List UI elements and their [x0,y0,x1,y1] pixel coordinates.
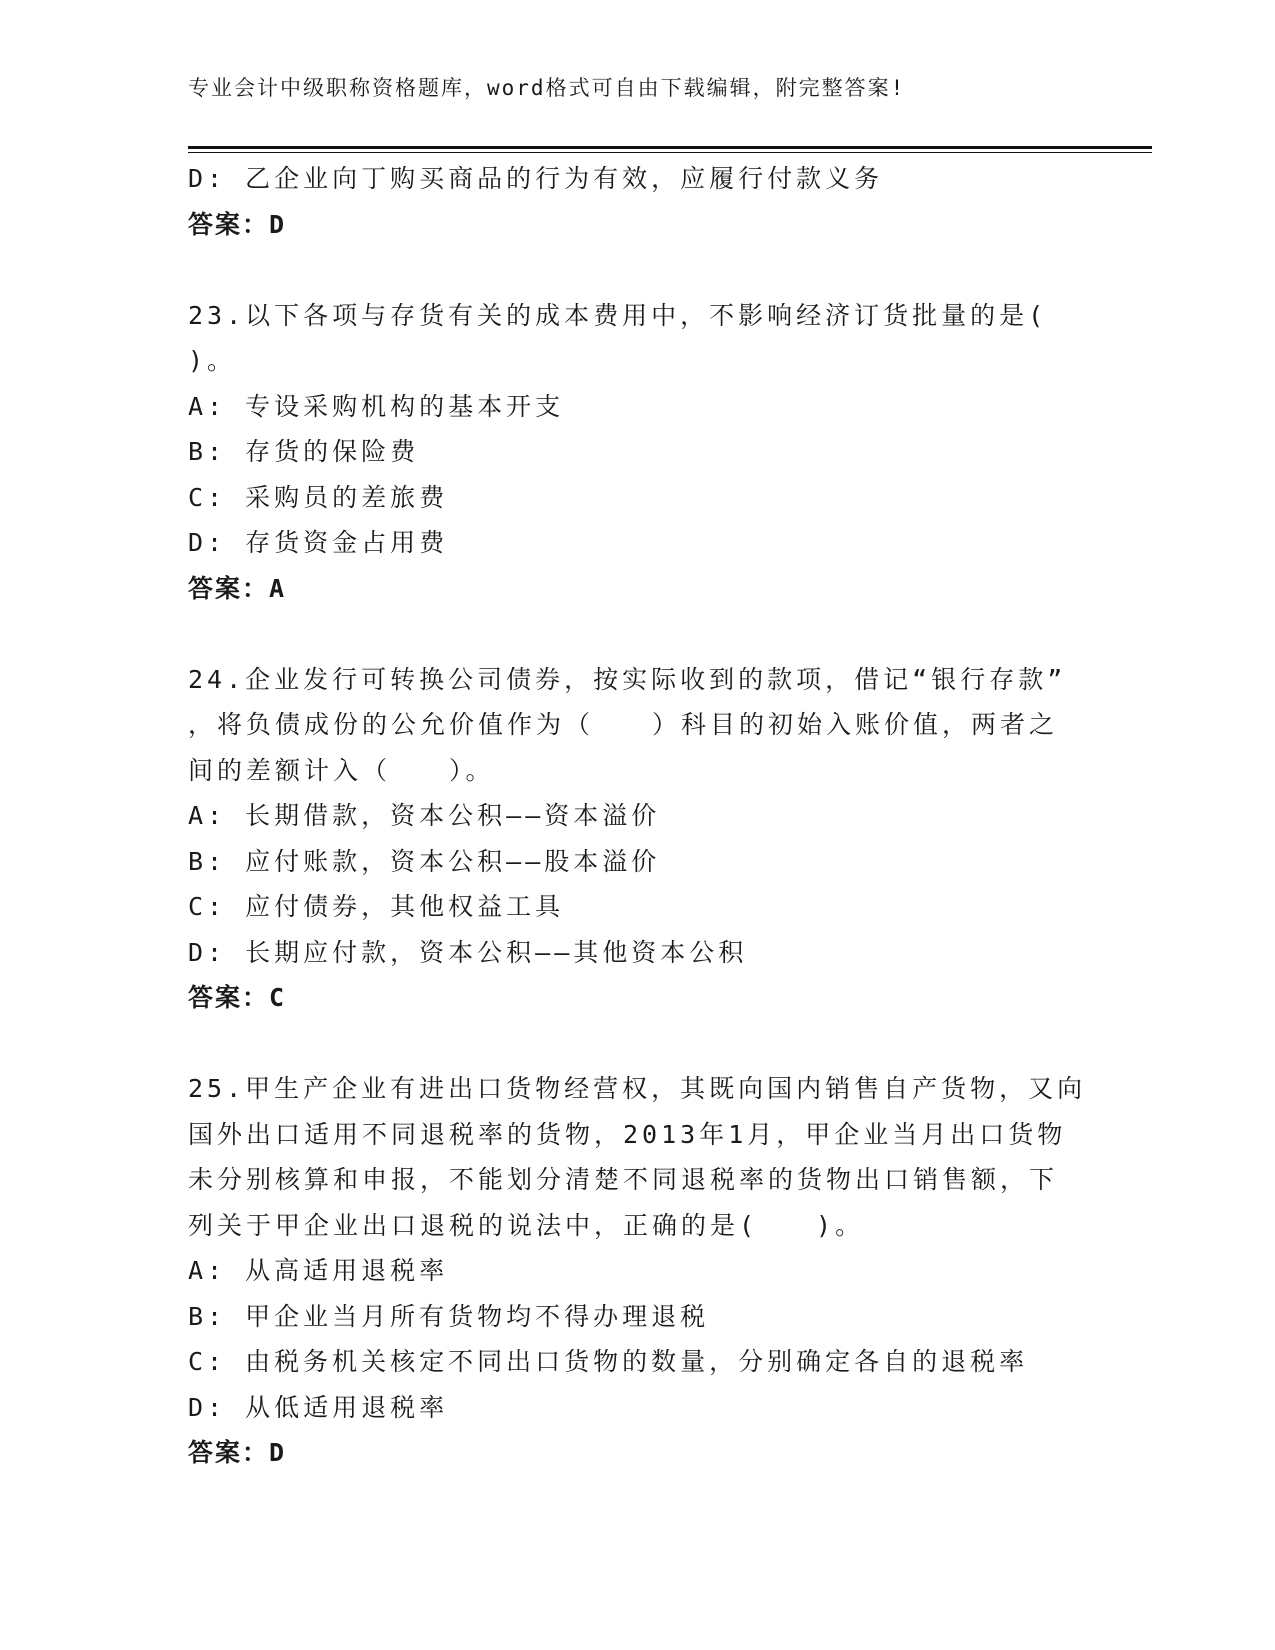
page-header: 专业会计中级职称资格题库，word格式可自由下载编辑，附完整答案! [188,76,906,100]
option-d: D: 从低适用退税率 [188,1392,449,1422]
question-stem: 未分别核算和申报，不能划分清楚不同退税率的货物出口销售额，下 [188,1165,1059,1194]
answer: 答案：D [188,209,287,239]
question-stem: 国外出口适用不同退税率的货物，2013年1月，甲企业当月出口货物 [188,1119,1067,1149]
option-c: C: 应付债券，其他权益工具 [188,892,565,921]
spacer [188,247,1088,293]
answer: 答案：D [188,1438,287,1467]
option-b: B: 存货的保险费 [188,437,420,466]
option-d: D: 长期应付款，资本公积——其他资本公积 [188,937,748,967]
answer: 答案：C [188,983,287,1012]
question-stem: 列关于甲企业出口退税的说法中，正确的是( )。 [188,1210,865,1240]
option-a: A: 专设采购机构的基本开支 [188,391,565,421]
answer: 答案：A [188,573,287,603]
question-stem: 24.企业发行可转换公司债券，按实际收到的款项，借记“银行存款” [188,664,1067,694]
option-d: D: 存货资金占用费 [188,528,449,557]
question-content [188,156,1088,1476]
question-stem: 间的差额计入（ ）。 [188,755,495,785]
option-a: A: 从高适用退税率 [188,1256,449,1285]
question-stem: 23.以下各项与存货有关的成本费用中，不影响经济订货批量的是( [188,300,1048,330]
question-25 [188,1066,1088,1476]
spacer [188,1021,1088,1067]
option-a: A: 长期借款，资本公积——资本溢价 [188,801,661,830]
option-b: B: 甲企业当月所有货物均不得办理退税 [188,1301,710,1331]
spacer [188,611,1088,657]
question-24 [188,657,1088,1021]
question-stem: )。 [188,346,237,375]
option-d: D: 乙企业向丁购买商品的行为有效，应履行付款义务 [188,164,884,193]
header-rule-thick [188,146,1152,149]
question-23 [188,293,1088,612]
option-b: B: 应付账款，资本公积——股本溢价 [188,846,661,876]
header-rule-thin [188,152,1152,153]
option-c: C: 采购员的差旅费 [188,482,449,512]
question-stem: ，将负债成份的公允价值作为（ ）科目的初始入账价值，两者之 [188,710,1059,739]
question-stem: 25.甲生产企业有进出口货物经营权，其既向国内销售自产货物，又向 [188,1074,1087,1103]
option-c: C: 由税务机关核定不同出口货物的数量，分别确定各自的退税率 [188,1347,1029,1376]
question-22-tail [188,156,1088,247]
